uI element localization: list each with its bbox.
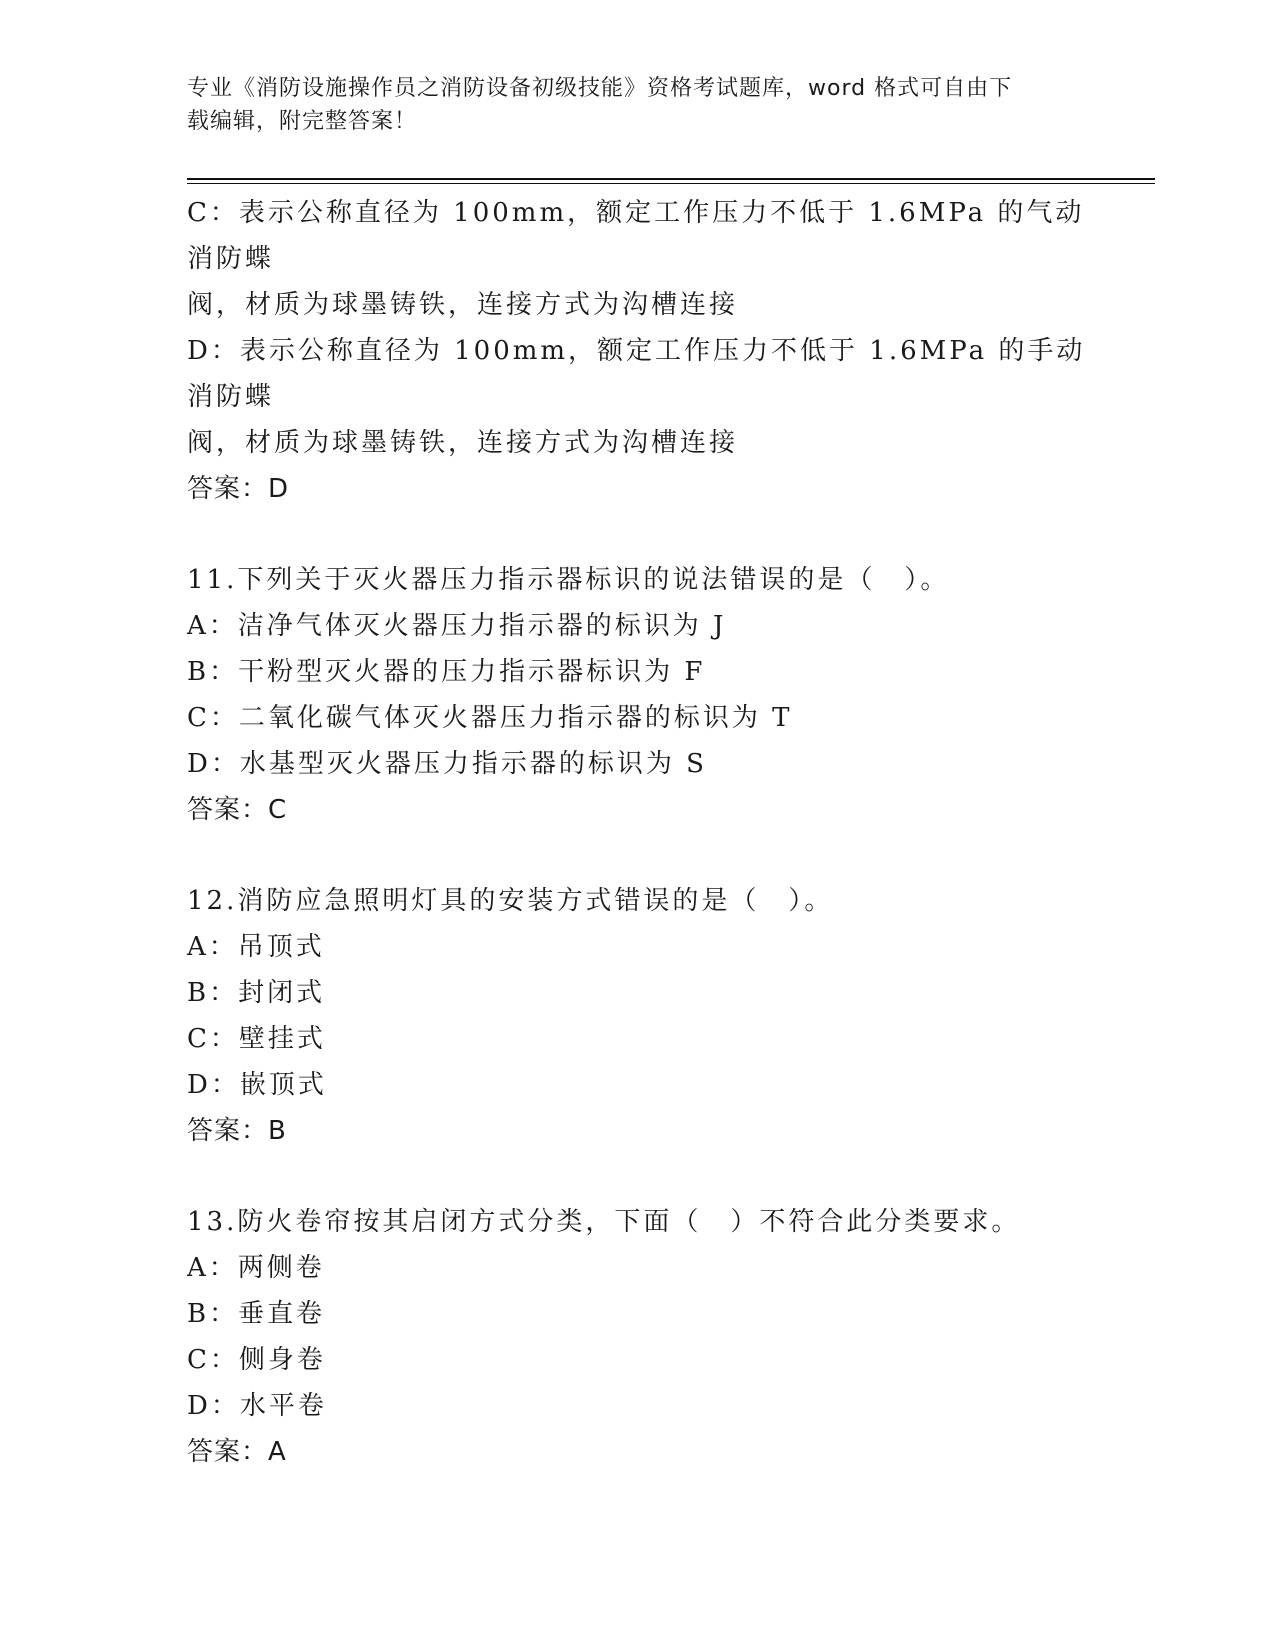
header-line-1: 专业《消防设施操作员之消防设备初级技能》资格考试题库，word 格式可自由下 [187, 76, 1013, 101]
prev-question-block [187, 190, 1087, 512]
option-d: D：水基型灭火器压力指示器的标识为 S [187, 749, 707, 779]
header-divider-thick [187, 178, 1155, 180]
option-d: D：水平卷 [187, 1391, 327, 1421]
option-c: C：壁挂式 [187, 1024, 326, 1054]
option-a: A：两侧卷 [187, 1253, 325, 1283]
question-block-11 [187, 557, 1087, 833]
spacer [187, 833, 1087, 878]
option-d: D：嵌顶式 [187, 1070, 327, 1100]
option-c: C：侧身卷 [187, 1345, 326, 1375]
option-c-line-1: C：表示公称直径为 100mm，额定工作压力不低于 1.6MPa 的气动消防蝶 [187, 198, 1085, 274]
question-block-12 [187, 878, 1087, 1154]
option-c-line-2: 阀，材质为球墨铸铁，连接方式为沟槽连接 [187, 290, 739, 320]
question-content [187, 190, 1087, 1475]
option-b: B：干粉型灭火器的压力指示器标识为 F [187, 657, 706, 687]
question-stem: 13.防火卷帘按其启闭方式分类，下面（ ）不符合此分类要求。 [187, 1207, 1021, 1237]
option-b: B：垂直卷 [187, 1299, 326, 1329]
spacer [187, 512, 1087, 557]
answer-line: 答案：B [187, 1116, 287, 1146]
answer-line: 答案：D [187, 474, 290, 504]
header-divider-thin [187, 183, 1155, 184]
option-b: B：封闭式 [187, 978, 326, 1008]
option-d-line-1: D：表示公称直径为 100mm，额定工作压力不低于 1.6MPa 的手动消防蝶 [187, 336, 1086, 412]
option-a: A：洁净气体灭火器压力指示器的标识为 J [187, 611, 727, 641]
option-d-line-2: 阀，材质为球墨铸铁，连接方式为沟槽连接 [187, 428, 739, 458]
document-header [187, 72, 1087, 138]
header-line-2: 载编辑，附完整答案！ [187, 109, 418, 134]
option-c: C：二氧化碳气体灭火器压力指示器的标识为 T [187, 703, 793, 733]
option-a: A：吊顶式 [187, 932, 325, 962]
spacer [187, 1154, 1087, 1199]
question-block-13 [187, 1199, 1087, 1475]
question-stem: 11.下列关于灭火器压力指示器标识的说法错误的是（ ）。 [187, 565, 950, 595]
answer-line: 答案：A [187, 1437, 287, 1467]
question-stem: 12.消防应急照明灯具的安装方式错误的是（ ）。 [187, 886, 834, 916]
answer-line: 答案：C [187, 795, 288, 825]
